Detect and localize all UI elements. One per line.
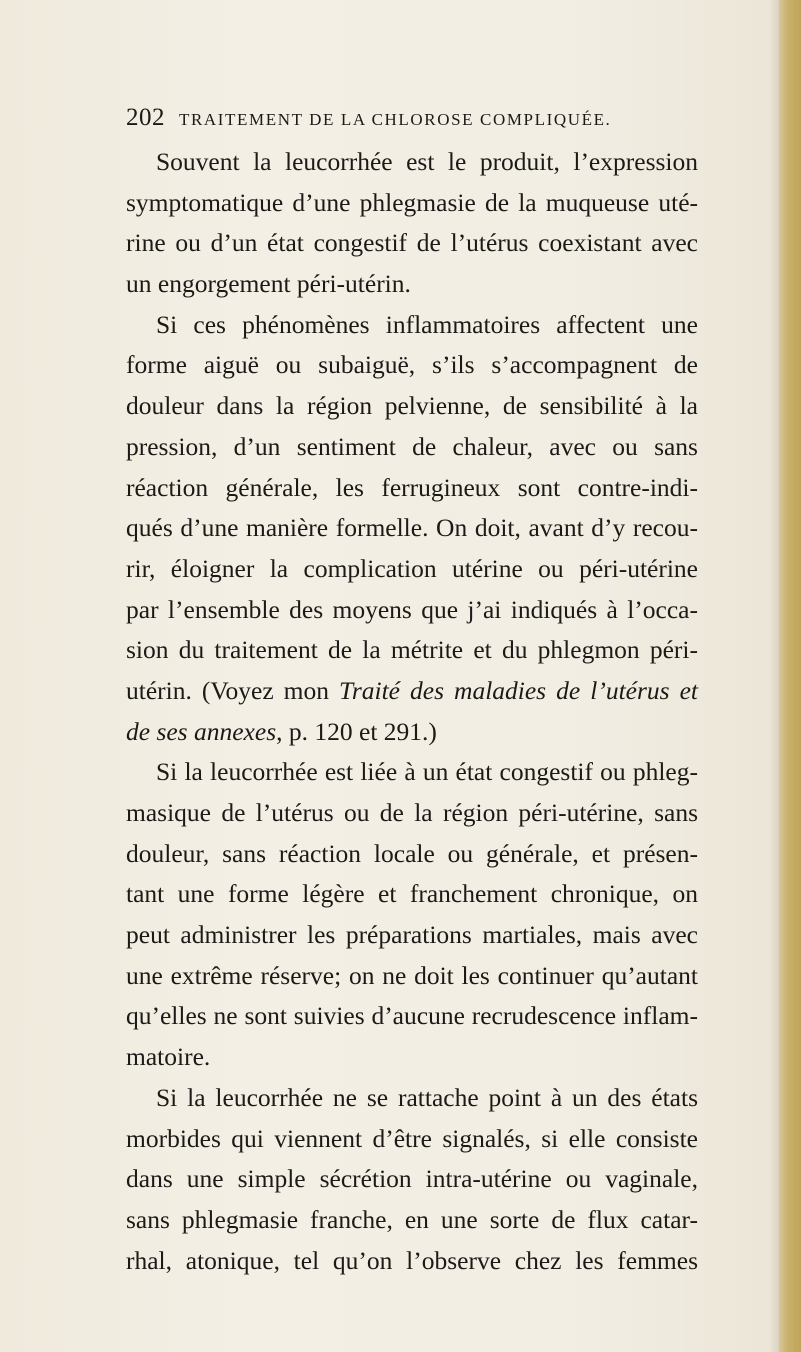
- text-line: Si ces phénomènes inflammatoires affectent une: [156, 309, 698, 339]
- text-line: tant une forme légère et franchement chronique, on: [126, 879, 698, 909]
- book-title-part: de ses annexes: [126, 716, 277, 746]
- page-header: [126, 104, 686, 136]
- text-line: par l’ensemble des moyens que j’ai indiqués à l’occa-: [126, 594, 698, 624]
- text-line: Si la leucorrhée ne se rattache point à un des états: [156, 1082, 698, 1112]
- text-line: morbides qui viennent d’être signalés, si elle consiste: [126, 1123, 698, 1153]
- text-line: sans phlegmasie franche, en une sorte de flux catar-: [126, 1204, 698, 1234]
- running-title: TRAITEMENT DE LA CHLOROSE COMPLIQUÉE.: [179, 110, 612, 129]
- text-segment: , p. 120 et 291.): [276, 716, 437, 746]
- text-line: [126, 671, 698, 712]
- text-line: qués d’une manière formelle. On doit, avant d’y recou-: [126, 513, 698, 543]
- text-line: un engorgement péri-utérin.: [126, 269, 411, 299]
- text-line: douleur, sans réaction locale ou générale, et présen-: [126, 838, 698, 868]
- text-line: Souvent la leucorrhée est le produit, l’expression: [156, 147, 698, 176]
- page-edge-shadow: [769, 0, 779, 1352]
- text-line: symptomatique d’une phlegmasie de la muqueuse uté-: [126, 187, 698, 217]
- text-line: qu’elles ne sont suivies d’aucune recrudescence inflam-: [126, 1001, 698, 1031]
- text-line: sion du traitement de la métrite et du phlegmon péri-: [126, 635, 698, 665]
- text-line: masique de l’utérus ou de la région péri-utérine, sans: [126, 798, 698, 827]
- page-edge: [779, 0, 801, 1352]
- text-line: rir, éloigner la complication utérine ou péri-utérine: [126, 553, 698, 583]
- book-title-part: Traité des maladies de l’utérus et: [339, 675, 698, 705]
- page-number: 202: [126, 104, 165, 131]
- text-line: douleur dans la région pelvienne, de sensibilité à la: [126, 391, 698, 421]
- text-line: peut administrer les préparations martiales, mais avec: [126, 920, 698, 950]
- text-line: [126, 712, 698, 753]
- text-line: une extrême réserve; on ne doit les continuer qu’autant: [126, 960, 698, 990]
- text-line: dans une simple sécrétion intra-utérine ou vaginale,: [126, 1164, 698, 1194]
- text-line: rine ou d’un état congestif de l’utérus coexistant avec: [126, 228, 698, 258]
- text-segment: utérin. (Voyez mon: [126, 675, 340, 705]
- text-line: Si la leucorrhée est liée à un état congestif ou phleg-: [156, 757, 698, 787]
- text-line: rhal, atonique, tel qu’on l’observe chez les femmes: [126, 1245, 698, 1275]
- text-line: matoire.: [126, 1042, 211, 1072]
- body-text: [126, 142, 698, 1281]
- text-line: forme aiguë ou subaiguë, s’ils s’accompagnent de: [126, 350, 698, 380]
- text-line: réaction générale, les ferrugineux sont contre-indi-: [126, 472, 698, 502]
- text-line: pression, d’un sentiment de chaleur, avec ou sans: [126, 431, 698, 461]
